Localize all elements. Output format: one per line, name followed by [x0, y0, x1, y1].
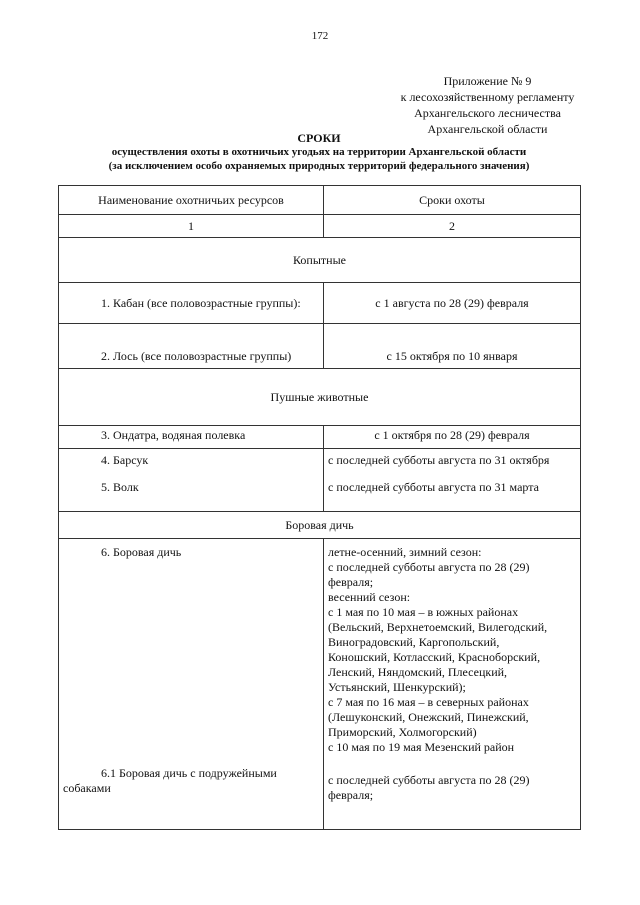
term-line: весенний сезон: [328, 590, 411, 604]
term-line: февраля; [328, 788, 374, 802]
term-line: февраля; [328, 575, 374, 589]
column-number: 2 [324, 215, 581, 238]
resource-name: собаками [63, 781, 111, 795]
section-title: Боровая дичь [59, 512, 581, 539]
appendix-line: Архангельского лесничества [414, 106, 561, 120]
term-line: Коношский, Котласский, Красноборский, [328, 650, 541, 664]
table-row [59, 283, 581, 324]
document-title [60, 131, 578, 173]
term-cell: с 1 октября по 28 (29) февраля [324, 426, 581, 449]
table-row [59, 539, 581, 830]
term-list [324, 539, 580, 755]
header-cell: Сроки охоты [324, 186, 581, 215]
resource-name: 5. Волк [101, 480, 139, 494]
column-number: 1 [59, 215, 324, 238]
term-text: с последней субботы августа по 31 октября [328, 453, 550, 467]
term-line: с последней субботы августа по 28 (29) [328, 560, 530, 574]
resource-name: 3. Ондатра, водяная полевка [101, 428, 246, 442]
resource-name: 6.1 Боровая дичь с подружейными [101, 766, 277, 780]
resource-name-block [59, 560, 323, 796]
term-line: с последней субботы августа по 28 (29) [328, 773, 530, 787]
title-line: СРОКИ [297, 131, 341, 145]
appendix-line: к лесохозяйственному регламенту [400, 90, 575, 104]
section-title: Копытные [59, 238, 581, 283]
resource-name: 1. Кабан (все половозрастные группы): [101, 295, 301, 310]
appendix-line: Приложение № 9 [443, 74, 532, 88]
term-line: с 7 мая по 16 мая – в северных районах [328, 695, 529, 709]
resource-name: 4. Барсук [101, 453, 149, 467]
section-row [59, 512, 581, 539]
resource-cell [59, 539, 324, 830]
resource-cell [59, 449, 324, 512]
term-line: Устьянский, Шенкурский); [328, 680, 466, 694]
column-number-row [59, 215, 581, 238]
table-header-row [59, 186, 581, 215]
term-list [324, 755, 580, 803]
resource-cell [59, 283, 324, 324]
term-cell [324, 449, 581, 512]
resource-cell [59, 426, 324, 449]
term-line: летне-осенний, зимний сезон: [328, 545, 482, 559]
term-line: с 10 мая по 19 мая Мезенский район [328, 740, 515, 754]
term-line: Ленский, Няндомский, Плесецкий, [328, 665, 508, 679]
term-cell: с 15 октября по 10 января [324, 324, 581, 369]
resource-cell [59, 324, 324, 369]
appendix-note [380, 73, 595, 137]
section-row [59, 369, 581, 426]
appendix-line: Архангельской области [427, 122, 548, 136]
term-line: (Лешуконский, Онежский, Пинежский, [328, 710, 529, 724]
term-cell [324, 539, 581, 830]
table-row [59, 324, 581, 369]
term-line: (Вельский, Верхнетоемский, Вилегодский, [328, 620, 548, 634]
resource-name: 2. Лось (все половозрастные группы) [101, 349, 292, 363]
term-text: с последней субботы августа по 31 марта [328, 480, 539, 494]
header-cell: Наименование охотничьих ресурсов [59, 186, 324, 215]
term-cell: с 1 августа по 28 (29) февраля [324, 283, 581, 324]
table-row [59, 426, 581, 449]
section-row [59, 238, 581, 283]
page-number: 172 [311, 30, 329, 42]
term-line: Приморский, Холмогорский) [328, 725, 477, 739]
table-row [59, 449, 581, 512]
title-line: осуществления охоты в охотничьих угодьях на территории Архангельской области [111, 146, 527, 158]
term-line: Виноградовский, Каргопольский, [328, 635, 500, 649]
section-title: Пушные животные [59, 369, 581, 426]
title-line: (за исключением особо охраняемых природных территорий федерального значения) [108, 160, 530, 172]
term-line: с 1 мая по 10 мая – в южных районах [328, 605, 519, 619]
resource-name: 6. Боровая дичь [101, 545, 182, 559]
hunting-terms-table [58, 185, 581, 830]
